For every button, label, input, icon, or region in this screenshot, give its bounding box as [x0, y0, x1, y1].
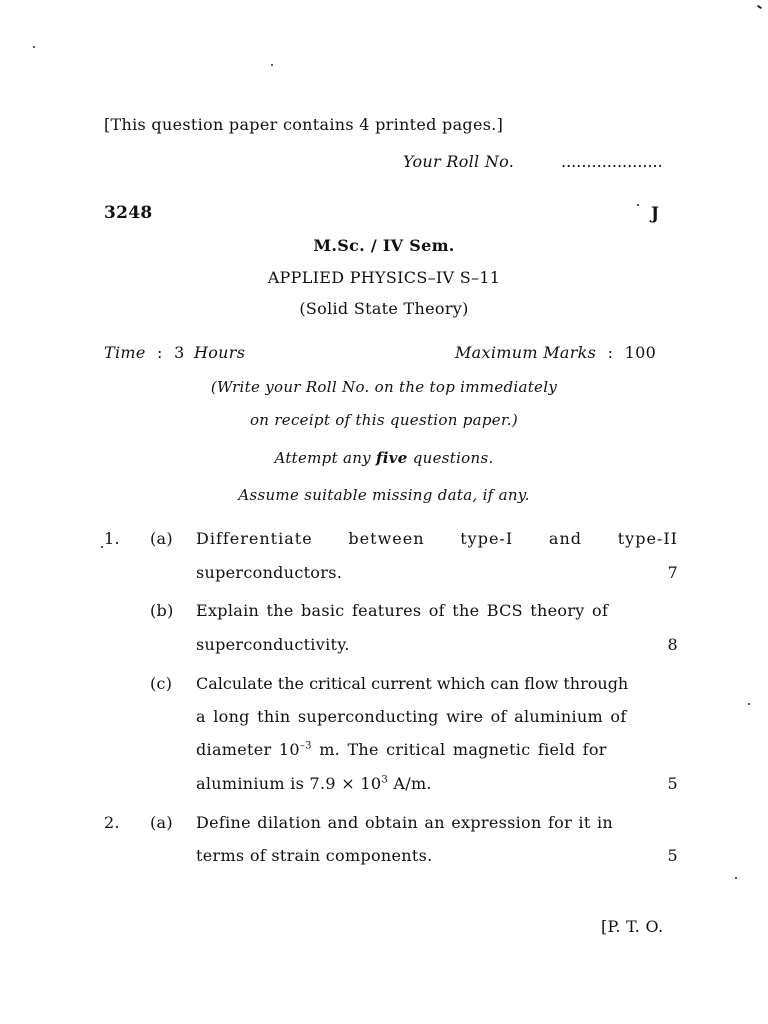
scan-speck: [637, 204, 639, 206]
topic-title: (Solid State Theory): [299, 299, 469, 318]
q1b-line2: superconductivity.: [196, 635, 350, 654]
q2a-line1: Define dilation and obtain an expression for it in: [196, 813, 613, 832]
roll-no-label: Your Roll No.: [403, 152, 515, 171]
q1a-line2: superconductors.: [196, 563, 343, 582]
q1c-line1: Calculate the critical current which can flow through: [196, 674, 629, 693]
q1a-marks: 7: [667, 563, 678, 582]
q2a-line2: terms of strain components.: [196, 846, 433, 865]
subject-title: APPLIED PHYSICS–IV S–11: [267, 268, 501, 287]
pto-note: [P. T. O.: [601, 917, 664, 936]
q1b-line1: Explain the basic features of the BCS theory of: [196, 601, 609, 620]
q1a-line1: Differentiate between type-I and type-II: [196, 529, 678, 548]
question-2-number: 2.: [104, 813, 120, 832]
scan-speck: [33, 46, 35, 48]
series-code: J: [651, 204, 660, 224]
q2a-marks: 5: [667, 846, 678, 865]
attempt-instruction: Attempt any five questions.: [274, 449, 494, 467]
scan-speck: [101, 546, 103, 548]
instruction-roll-line2: on receipt of this question paper.): [249, 411, 519, 429]
instruction-roll-line1: (Write your Roll No. on the top immediately: [210, 378, 558, 396]
scan-speck: [748, 703, 750, 705]
q1c-line3: diameter $10^{-3}$ m. The critical magnetic field for: [196, 740, 607, 759]
paper-code: 3248: [104, 203, 153, 223]
assume-instruction: Assume suitable missing data, if any.: [238, 486, 530, 504]
q1b-marks: 8: [667, 635, 678, 654]
max-marks-line: Maximum Marks : 100: [455, 343, 657, 362]
question-1-number: 1.: [104, 529, 120, 548]
pages-note: [This question paper contains 4 printed pages.]: [104, 115, 504, 134]
q1c-line2: a long thin superconducting wire of aluminium of: [196, 707, 627, 726]
q1c-label: (c): [150, 674, 173, 693]
scan-speck: [735, 877, 737, 879]
q1a-label: (a): [150, 529, 173, 548]
time-line: Time : 3 Hours: [104, 343, 246, 362]
q1c-marks: 5: [667, 774, 678, 793]
scan-speck: [271, 64, 273, 66]
q2a-label: (a): [150, 813, 173, 832]
course-title: M.Sc. / IV Sem.: [313, 236, 455, 255]
q1b-label: (b): [150, 601, 174, 620]
roll-no-blank: ....................: [561, 152, 663, 171]
q1c-line4: aluminium is $7.9 \times 10^3$ A/m.: [196, 774, 432, 793]
scan-speck: [757, 5, 762, 10]
